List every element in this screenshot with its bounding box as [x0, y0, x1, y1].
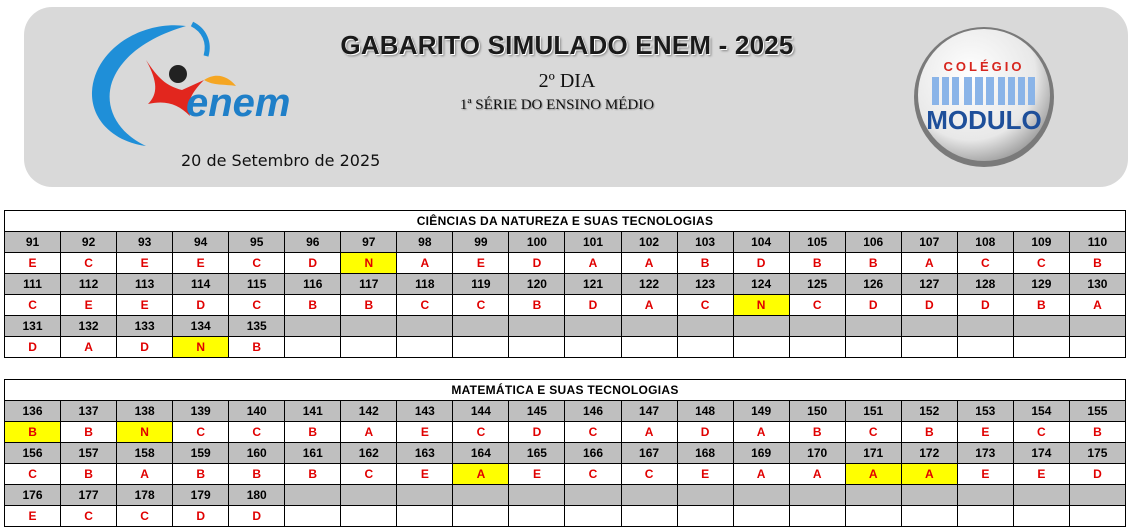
empty-cell: [733, 485, 789, 506]
answer-cell: E: [5, 253, 61, 274]
answer-row: [5, 295, 1126, 316]
question-number: 97: [341, 232, 397, 253]
page-title: GABARITO SIMULADO ENEM - 2025: [340, 30, 794, 60]
question-number: 138: [117, 401, 173, 422]
answer-cell: A: [733, 422, 789, 443]
question-number: 147: [621, 401, 677, 422]
empty-cell: [1013, 316, 1069, 337]
answer-cell: E: [453, 253, 509, 274]
question-number: 122: [621, 274, 677, 295]
answer-cell: B: [285, 464, 341, 485]
empty-cell: [845, 506, 901, 527]
empty-cell: [509, 316, 565, 337]
question-number: 168: [677, 443, 733, 464]
answer-cell: D: [509, 422, 565, 443]
question-number: 140: [229, 401, 285, 422]
answer-cell: C: [5, 295, 61, 316]
modulo-logo: [912, 25, 1056, 169]
answer-cell: B: [789, 253, 845, 274]
empty-cell: [341, 506, 397, 527]
question-number: 149: [733, 401, 789, 422]
question-number-row: [5, 232, 1126, 253]
answer-cell: D: [117, 337, 173, 358]
answer-cell: B: [173, 464, 229, 485]
answer-cell: C: [61, 506, 117, 527]
empty-cell: [901, 485, 957, 506]
answer-cell: B: [229, 464, 285, 485]
question-number: 124: [733, 274, 789, 295]
answer-cell: E: [677, 464, 733, 485]
question-number: 118: [397, 274, 453, 295]
question-number: 156: [5, 443, 61, 464]
answer-cell: N: [733, 295, 789, 316]
answer-cell: B: [901, 422, 957, 443]
empty-cell: [1013, 506, 1069, 527]
question-number: 163: [397, 443, 453, 464]
answer-cell: C: [61, 253, 117, 274]
question-number: 153: [957, 401, 1013, 422]
empty-cell: [453, 316, 509, 337]
answer-cell: D: [285, 253, 341, 274]
empty-cell: [733, 506, 789, 527]
answer-cell: D: [173, 295, 229, 316]
answer-cell: A: [453, 464, 509, 485]
answer-cell: B: [677, 253, 733, 274]
answer-row: [5, 464, 1126, 485]
empty-cell: [453, 337, 509, 358]
question-number: 145: [509, 401, 565, 422]
answer-cell: C: [341, 464, 397, 485]
empty-cell: [1069, 506, 1125, 527]
empty-cell: [677, 316, 733, 337]
answer-cell: B: [1013, 295, 1069, 316]
empty-cell: [1069, 337, 1125, 358]
empty-cell: [565, 337, 621, 358]
empty-cell: [509, 337, 565, 358]
question-number: 93: [117, 232, 173, 253]
answer-cell: A: [565, 253, 621, 274]
question-number: 121: [565, 274, 621, 295]
answer-cell: E: [117, 253, 173, 274]
empty-cell: [957, 506, 1013, 527]
answer-cell: C: [5, 464, 61, 485]
answer-cell: C: [117, 506, 173, 527]
empty-cell: [957, 337, 1013, 358]
question-number: 129: [1013, 274, 1069, 295]
question-number: 102: [621, 232, 677, 253]
question-number: 106: [845, 232, 901, 253]
answer-cell: B: [285, 295, 341, 316]
answer-cell: A: [901, 464, 957, 485]
answer-cell: A: [397, 253, 453, 274]
answer-cell: C: [229, 253, 285, 274]
empty-cell: [621, 506, 677, 527]
question-number: 144: [453, 401, 509, 422]
question-number: 180: [229, 485, 285, 506]
empty-cell: [901, 337, 957, 358]
table-matematica: [4, 379, 1126, 527]
question-number: 107: [901, 232, 957, 253]
answer-cell: C: [565, 422, 621, 443]
empty-cell: [677, 506, 733, 527]
empty-cell: [733, 337, 789, 358]
question-number: 94: [173, 232, 229, 253]
answer-cell: A: [901, 253, 957, 274]
answer-cell: E: [1013, 464, 1069, 485]
question-number: 157: [61, 443, 117, 464]
empty-cell: [1013, 337, 1069, 358]
answer-row: [5, 506, 1126, 527]
question-number: 113: [117, 274, 173, 295]
question-number: 114: [173, 274, 229, 295]
empty-cell: [789, 485, 845, 506]
answer-cell: E: [397, 464, 453, 485]
answer-cell: B: [1069, 422, 1125, 443]
empty-cell: [285, 316, 341, 337]
empty-cell: [845, 485, 901, 506]
question-number: 170: [789, 443, 845, 464]
answer-cell: E: [5, 506, 61, 527]
empty-cell: [509, 506, 565, 527]
empty-cell: [621, 337, 677, 358]
question-number: 174: [1013, 443, 1069, 464]
empty-cell: [901, 506, 957, 527]
answer-cell: A: [61, 337, 117, 358]
empty-cell: [397, 337, 453, 358]
answer-cell: D: [565, 295, 621, 316]
question-number: 143: [397, 401, 453, 422]
answer-cell: A: [117, 464, 173, 485]
answer-cell: D: [229, 506, 285, 527]
answer-cell: E: [117, 295, 173, 316]
empty-cell: [453, 485, 509, 506]
question-number: 123: [677, 274, 733, 295]
question-number: 134: [173, 316, 229, 337]
answer-cell: A: [341, 422, 397, 443]
question-number: 172: [901, 443, 957, 464]
question-number: 109: [1013, 232, 1069, 253]
question-number: 126: [845, 274, 901, 295]
question-number: 160: [229, 443, 285, 464]
question-number: 100: [509, 232, 565, 253]
question-number: 176: [5, 485, 61, 506]
answer-cell: C: [397, 295, 453, 316]
answer-cell: C: [621, 464, 677, 485]
question-number: 116: [285, 274, 341, 295]
answer-cell: C: [1013, 253, 1069, 274]
answer-cell: C: [565, 464, 621, 485]
empty-cell: [789, 337, 845, 358]
answer-cell: C: [229, 295, 285, 316]
question-number: 120: [509, 274, 565, 295]
question-number: 130: [1069, 274, 1125, 295]
question-number: 150: [789, 401, 845, 422]
modulo-logo-bottom-text: MODULO: [926, 105, 1042, 135]
answer-cell: B: [845, 253, 901, 274]
answer-cell: B: [61, 422, 117, 443]
empty-cell: [285, 337, 341, 358]
answer-cell: C: [677, 295, 733, 316]
answer-cell: B: [61, 464, 117, 485]
empty-cell: [957, 485, 1013, 506]
empty-cell: [677, 485, 733, 506]
question-number: 141: [285, 401, 341, 422]
question-number-row: [5, 316, 1126, 337]
question-number: 169: [733, 443, 789, 464]
empty-cell: [789, 316, 845, 337]
answer-cell: N: [341, 253, 397, 274]
question-number: 146: [565, 401, 621, 422]
empty-cell: [341, 316, 397, 337]
answer-cell: D: [5, 337, 61, 358]
empty-cell: [453, 506, 509, 527]
answer-cell: C: [789, 295, 845, 316]
modulo-logo-top-text: COLÉGIO: [943, 59, 1025, 74]
answer-cell: C: [173, 422, 229, 443]
answer-cell: E: [397, 422, 453, 443]
answer-cell: C: [1013, 422, 1069, 443]
empty-cell: [285, 506, 341, 527]
question-number: 133: [117, 316, 173, 337]
empty-cell: [845, 337, 901, 358]
empty-cell: [565, 506, 621, 527]
question-number: 177: [61, 485, 117, 506]
answer-cell: A: [621, 253, 677, 274]
answer-cell: B: [789, 422, 845, 443]
answer-cell: E: [957, 464, 1013, 485]
answer-cell: C: [957, 253, 1013, 274]
question-number: 98: [397, 232, 453, 253]
empty-cell: [565, 485, 621, 506]
empty-cell: [1069, 485, 1125, 506]
empty-cell: [621, 485, 677, 506]
empty-cell: [509, 485, 565, 506]
question-number: 178: [117, 485, 173, 506]
answer-cell: B: [5, 422, 61, 443]
question-number: 131: [5, 316, 61, 337]
answer-row: [5, 253, 1126, 274]
answer-cell: D: [733, 253, 789, 274]
question-number: 155: [1069, 401, 1125, 422]
question-number-row: [5, 274, 1126, 295]
question-number: 161: [285, 443, 341, 464]
answer-cell: A: [789, 464, 845, 485]
answer-cell: A: [733, 464, 789, 485]
answer-cell: D: [957, 295, 1013, 316]
answer-cell: C: [229, 422, 285, 443]
answer-cell: A: [621, 295, 677, 316]
question-number: 111: [5, 274, 61, 295]
answer-cell: E: [173, 253, 229, 274]
answer-row: [5, 422, 1126, 443]
answer-cell: D: [901, 295, 957, 316]
answer-cell: A: [845, 464, 901, 485]
answer-cell: A: [1069, 295, 1125, 316]
question-number: 151: [845, 401, 901, 422]
question-number: 164: [453, 443, 509, 464]
answer-cell: N: [117, 422, 173, 443]
question-number: 115: [229, 274, 285, 295]
answer-cell: E: [509, 464, 565, 485]
question-number-row: [5, 485, 1126, 506]
empty-cell: [341, 337, 397, 358]
section-title: CIÊNCIAS DA NATUREZA E SUAS TECNOLOGIAS: [5, 211, 1126, 232]
empty-cell: [397, 316, 453, 337]
empty-cell: [901, 316, 957, 337]
question-number: 166: [565, 443, 621, 464]
question-number: 101: [565, 232, 621, 253]
question-number-row: [5, 443, 1126, 464]
question-number: 158: [117, 443, 173, 464]
answer-cell: E: [61, 295, 117, 316]
empty-cell: [789, 506, 845, 527]
question-number: 105: [789, 232, 845, 253]
answer-cell: N: [173, 337, 229, 358]
empty-cell: [341, 485, 397, 506]
answer-cell: D: [509, 253, 565, 274]
answer-cell: D: [677, 422, 733, 443]
school-grade: 1ª SÉRIE DO ENSINO MÉDIO: [459, 97, 655, 113]
empty-cell: [1069, 316, 1125, 337]
question-number: 96: [285, 232, 341, 253]
empty-cell: [397, 485, 453, 506]
question-number: 104: [733, 232, 789, 253]
answer-cell: E: [957, 422, 1013, 443]
question-number: 165: [509, 443, 565, 464]
question-number: 136: [5, 401, 61, 422]
question-number: 139: [173, 401, 229, 422]
question-number: 159: [173, 443, 229, 464]
question-number: 95: [229, 232, 285, 253]
enem-logo-text: enem: [186, 81, 291, 125]
question-number: 103: [677, 232, 733, 253]
question-number: 171: [845, 443, 901, 464]
answer-cell: D: [845, 295, 901, 316]
question-number: 128: [957, 274, 1013, 295]
answer-cell: B: [1069, 253, 1125, 274]
empty-cell: [285, 485, 341, 506]
answer-cell: B: [341, 295, 397, 316]
exam-date: 20 de Setembro de 2025: [181, 151, 381, 170]
empty-cell: [845, 316, 901, 337]
empty-cell: [1013, 485, 1069, 506]
question-number: 162: [341, 443, 397, 464]
question-number: 91: [5, 232, 61, 253]
answer-cell: C: [453, 422, 509, 443]
answer-cell: D: [1069, 464, 1125, 485]
answer-cell: A: [621, 422, 677, 443]
exam-day: 2º DIA: [538, 70, 596, 92]
question-number-row: [5, 401, 1126, 422]
question-number: 119: [453, 274, 509, 295]
question-number: 92: [61, 232, 117, 253]
question-number: 125: [789, 274, 845, 295]
question-number: 152: [901, 401, 957, 422]
question-number: 135: [229, 316, 285, 337]
answer-cell: C: [845, 422, 901, 443]
empty-cell: [621, 316, 677, 337]
answer-cell: B: [229, 337, 285, 358]
question-number: 112: [61, 274, 117, 295]
question-number: 99: [453, 232, 509, 253]
question-number: 117: [341, 274, 397, 295]
answer-cell: C: [453, 295, 509, 316]
question-number: 137: [61, 401, 117, 422]
question-number: 167: [621, 443, 677, 464]
answer-cell: B: [285, 422, 341, 443]
question-number: 173: [957, 443, 1013, 464]
question-number: 132: [61, 316, 117, 337]
empty-cell: [957, 316, 1013, 337]
table-ciencias-natureza: [4, 210, 1126, 358]
empty-cell: [397, 506, 453, 527]
answer-cell: D: [173, 506, 229, 527]
question-number: 148: [677, 401, 733, 422]
answer-row: [5, 337, 1126, 358]
question-number: 154: [1013, 401, 1069, 422]
question-number: 127: [901, 274, 957, 295]
empty-cell: [565, 316, 621, 337]
empty-cell: [677, 337, 733, 358]
section-title: MATEMÁTICA E SUAS TECNOLOGIAS: [5, 380, 1126, 401]
answer-cell: B: [509, 295, 565, 316]
question-number: 142: [341, 401, 397, 422]
question-number: 175: [1069, 443, 1125, 464]
question-number: 179: [173, 485, 229, 506]
empty-cell: [733, 316, 789, 337]
question-number: 110: [1069, 232, 1125, 253]
question-number: 108: [957, 232, 1013, 253]
